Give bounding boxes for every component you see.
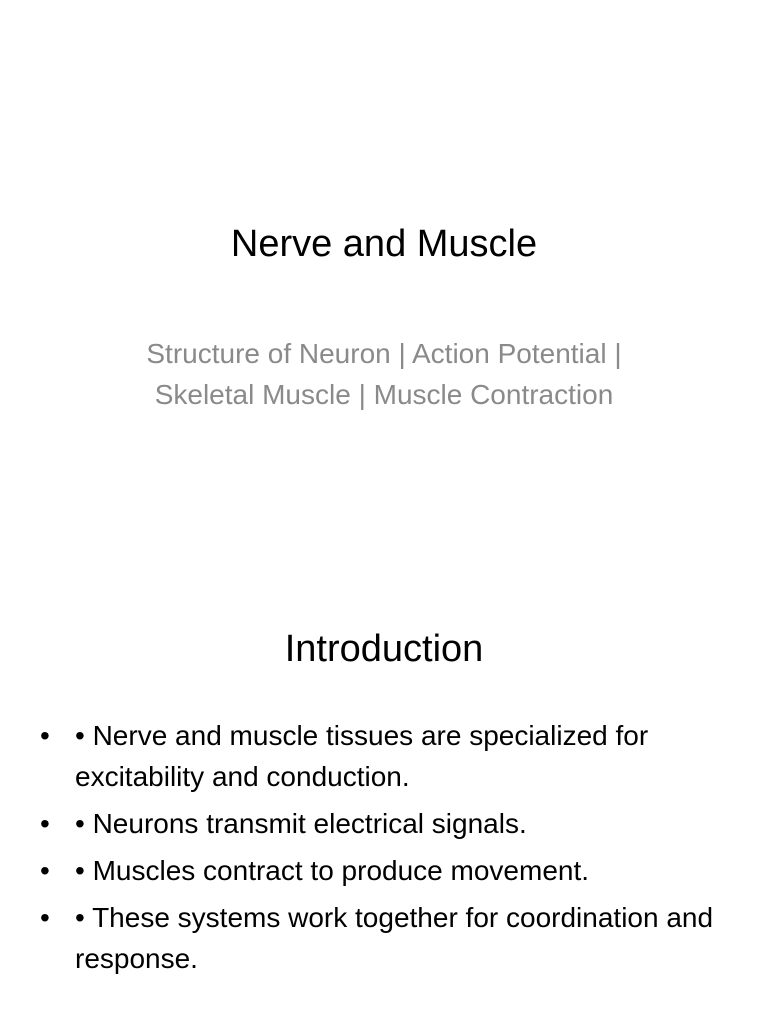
slide-title: Nerve and Muscle <box>230 223 538 265</box>
bullet-text: • Nerve and muscle tissues are specialized for excitability and conduction. <box>75 720 649 792</box>
slide-heading: Introduction <box>284 628 484 670</box>
introduction-slide <box>0 600 768 1024</box>
bullet-text: • These systems work together for coordination and response. <box>75 902 714 974</box>
bullet-text: • Neurons transmit electrical signals. <box>75 808 527 839</box>
list-item <box>40 850 730 891</box>
list-item <box>40 715 730 797</box>
bullet-marker: • <box>40 902 50 933</box>
list-item <box>40 803 730 844</box>
bullet-marker: • <box>40 808 50 839</box>
bullet-text: • Muscles contract to produce movement. <box>75 855 590 886</box>
bullet-list <box>40 715 730 985</box>
bullet-marker: • <box>40 855 50 886</box>
bullet-marker: • <box>40 720 50 751</box>
slide-subtitle: Structure of Neuron | Action Potential | Skeletal Muscle | Muscle Contraction <box>146 338 622 410</box>
list-item <box>40 897 730 979</box>
